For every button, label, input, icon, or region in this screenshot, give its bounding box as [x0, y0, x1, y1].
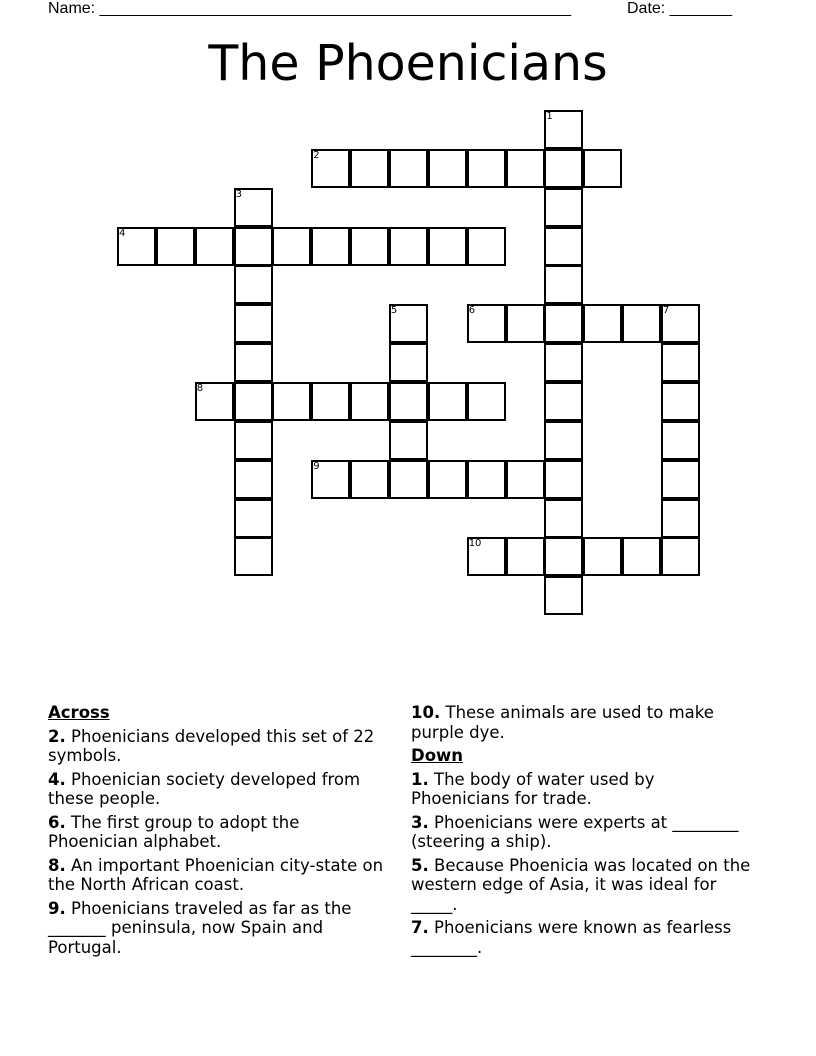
grid-cell[interactable] [506, 460, 545, 499]
grid-cell[interactable] [234, 227, 273, 266]
across-clue-8 [48, 856, 393, 895]
grid-cell[interactable] [117, 227, 156, 266]
grid-cell[interactable] [506, 149, 545, 188]
grid-cell[interactable] [467, 537, 506, 576]
clue-text: An important Phoenician city-state on the North African coast. [48, 855, 384, 894]
grid-cell[interactable] [195, 382, 234, 421]
clue-text: The first group to adopt the Phoenician alphabet. [48, 812, 300, 851]
clue-number-label: 9 [313, 460, 320, 472]
grid-cell[interactable] [234, 382, 273, 421]
grid-cell[interactable] [544, 304, 583, 343]
down-clue-1 [411, 770, 756, 809]
grid-cell[interactable] [350, 227, 389, 266]
grid-cell[interactable] [389, 382, 428, 421]
grid-cell[interactable] [428, 460, 467, 499]
clue-text: Phoenicians were known as fearless ________. [411, 918, 732, 957]
grid-cell[interactable] [661, 499, 700, 538]
clue-number: 1. [411, 769, 429, 789]
grid-cell[interactable] [661, 537, 700, 576]
clue-number-label: 7 [662, 305, 670, 317]
clue-number: 2. [48, 726, 66, 746]
grid-cell[interactable] [272, 382, 311, 421]
down-clue-7 [411, 918, 756, 957]
grid-cell[interactable] [544, 343, 583, 382]
clue-number: 9. [48, 898, 66, 918]
grid-cell[interactable] [350, 382, 389, 421]
clue-number-label: 4 [119, 227, 126, 239]
grid-cell[interactable] [234, 304, 273, 343]
grid-cell[interactable] [389, 421, 428, 460]
grid-cell[interactable] [661, 343, 700, 382]
clue-number: 6. [48, 812, 66, 832]
grid-cell[interactable] [234, 265, 273, 304]
name-label: Name: [48, 0, 96, 17]
across-clue-10 [411, 703, 756, 742]
grid-cell[interactable] [234, 460, 273, 499]
grid-cell[interactable] [661, 382, 700, 421]
down-clue-5 [411, 856, 756, 915]
grid-cell[interactable] [544, 227, 583, 266]
grid-cell[interactable] [544, 537, 583, 576]
grid-cell[interactable] [311, 460, 350, 499]
grid-cell[interactable] [156, 227, 195, 266]
grid-cell[interactable] [428, 382, 467, 421]
grid-cell[interactable] [544, 499, 583, 538]
clue-number-label: 1 [546, 111, 553, 122]
grid-cell[interactable] [583, 149, 622, 188]
grid-cell[interactable] [544, 421, 583, 460]
grid-cell[interactable] [389, 343, 428, 382]
clue-text: Because Phoenicia was located on the western edge of Asia, it was ideal for _____. [411, 855, 751, 914]
clue-number-label: 8 [196, 382, 204, 394]
clue-number-label: 2 [313, 149, 320, 161]
grid-cell[interactable] [389, 149, 428, 188]
grid-cell[interactable] [467, 304, 506, 343]
grid-cell[interactable] [467, 382, 506, 421]
grid-cell[interactable] [350, 460, 389, 499]
grid-cell[interactable] [234, 188, 273, 227]
down-heading: Down [411, 746, 464, 765]
date-blank[interactable]: _______ [669, 0, 732, 17]
across-clue-2 [48, 727, 393, 766]
grid-cell[interactable] [544, 576, 583, 615]
clues-left-column [48, 703, 393, 961]
clue-text: Phoenician society developed from these people. [48, 769, 361, 808]
grid-cell[interactable] [350, 149, 389, 188]
grid-cell[interactable] [544, 265, 583, 304]
clue-number-label: 6 [468, 305, 476, 317]
grid-cell[interactable] [311, 382, 350, 421]
across-heading: Across [48, 703, 110, 722]
clue-text: The body of water used by Phoenicians for trade. [411, 769, 655, 808]
grid-cell[interactable] [661, 304, 700, 343]
grid-cell[interactable] [544, 188, 583, 227]
clue-number-label: 3 [235, 188, 242, 200]
clue-number: 4. [48, 769, 66, 789]
grid-cell[interactable] [583, 304, 622, 343]
name-blank[interactable]: _____________________________________________________ [99, 0, 572, 17]
grid-cell[interactable] [195, 227, 234, 266]
grid-cell[interactable] [389, 304, 428, 343]
across-clue-9 [48, 899, 393, 958]
clue-text: Phoenicians were experts at ________ (steering a ship). [411, 812, 739, 851]
clue-number: 5. [411, 855, 429, 875]
grid-cell[interactable] [234, 421, 273, 460]
across-clue-4 [48, 770, 393, 809]
clue-text: These animals are used to make purple dye. [411, 703, 714, 742]
clue-number: 10. [411, 703, 441, 722]
clue-number: 7. [411, 918, 429, 937]
grid-cell[interactable] [622, 537, 661, 576]
grid-cell[interactable] [544, 460, 583, 499]
clue-text: Phoenicians traveled as far as the _______ peninsula, now Spain and Portugal. [48, 898, 352, 957]
grid-cell[interactable] [428, 227, 467, 266]
down-clue-3 [411, 813, 756, 852]
grid-cell[interactable] [661, 421, 700, 460]
grid-cell[interactable] [583, 537, 622, 576]
grid-cell[interactable] [234, 499, 273, 538]
clues-right-column [411, 703, 756, 961]
grid-cell[interactable] [311, 227, 350, 266]
clue-number: 3. [411, 812, 429, 832]
grid-cell[interactable] [428, 149, 467, 188]
grid-cell[interactable] [311, 149, 350, 188]
grid-cell[interactable] [544, 382, 583, 421]
clue-number: 8. [48, 855, 66, 875]
across-clue-6 [48, 813, 393, 852]
clue-text: Phoenicians developed this set of 22 symbols. [48, 726, 375, 765]
grid-cell[interactable] [544, 149, 583, 188]
grid-cell[interactable] [272, 227, 311, 266]
grid-cell[interactable] [234, 537, 273, 576]
date-label: Date: [627, 0, 666, 17]
grid-cell[interactable] [661, 460, 700, 499]
grid-cell[interactable] [506, 304, 545, 343]
grid-cell[interactable] [467, 460, 506, 499]
grid-cell[interactable] [467, 227, 506, 266]
grid-cell[interactable] [506, 537, 545, 576]
grid-cell[interactable] [467, 149, 506, 188]
grid-cell[interactable] [622, 304, 661, 343]
clue-number-label: 10 [468, 538, 482, 550]
grid-cell[interactable] [234, 343, 273, 382]
grid-cell[interactable] [389, 227, 428, 266]
page-title: The Phoenicians [208, 35, 608, 92]
clue-number-label: 5 [390, 305, 398, 317]
grid-cell[interactable] [389, 460, 428, 499]
grid-cell[interactable] [544, 110, 583, 149]
